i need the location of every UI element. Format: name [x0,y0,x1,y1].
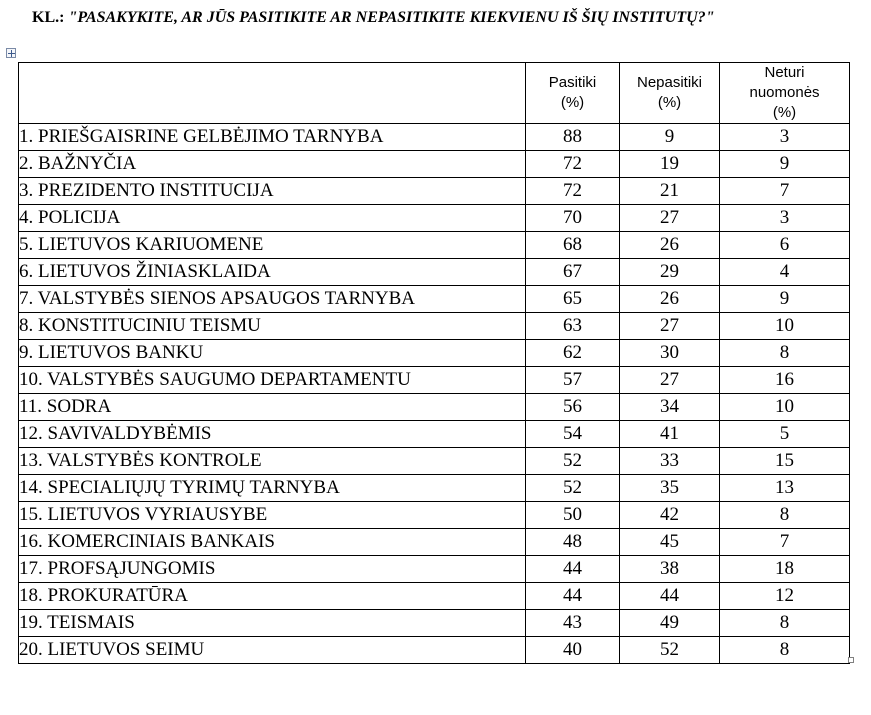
header-no-opinion [720,63,850,124]
institution-name: 6. LIETUVOS ŽINIASKLAIDA [19,259,526,286]
trust-percent: 52 [526,448,620,475]
distrust-percent: 35 [620,475,720,502]
table-move-handle-icon[interactable] [6,48,16,58]
table-row [19,502,850,529]
header-distrust-label: Nepasitiki (%) [636,74,703,111]
institution-name: 7. VALSTYBĖS SIENOS APSAUGOS TARNYBA [19,286,526,313]
table-row [19,529,850,556]
no-opinion-percent: 7 [720,178,850,205]
distrust-percent: 42 [620,502,720,529]
institution-name: 12. SAVIVALDYBĖMIS [19,421,526,448]
trust-percent: 65 [526,286,620,313]
distrust-percent: 21 [620,178,720,205]
table-row [19,151,850,178]
no-opinion-percent: 3 [720,205,850,232]
distrust-percent: 27 [620,313,720,340]
distrust-percent: 19 [620,151,720,178]
table-body [19,124,850,664]
institution-name: 17. PROFSĄJUNGOMIS [19,556,526,583]
institution-name: 11. SODRA [19,394,526,421]
table-row [19,286,850,313]
no-opinion-percent: 18 [720,556,850,583]
table-row [19,583,850,610]
table-row [19,421,850,448]
distrust-percent: 29 [620,259,720,286]
no-opinion-percent: 4 [720,259,850,286]
no-opinion-percent: 6 [720,232,850,259]
table-row [19,475,850,502]
distrust-percent: 49 [620,610,720,637]
distrust-percent: 26 [620,232,720,259]
distrust-percent: 30 [620,340,720,367]
question-prefix: KL.: [32,9,65,26]
distrust-percent: 44 [620,583,720,610]
no-opinion-percent: 9 [720,286,850,313]
institution-name: 3. PREZIDENTO INSTITUCIJA [19,178,526,205]
institution-name: 2. BAŽNYČIA [19,151,526,178]
no-opinion-percent: 13 [720,475,850,502]
distrust-percent: 38 [620,556,720,583]
distrust-percent: 34 [620,394,720,421]
institution-name: 15. LIETUVOS VYRIAUSYBE [19,502,526,529]
institution-name: 1. PRIEŠGAISRINE GELBĖJIMO TARNYBA [19,124,526,151]
table-row [19,178,850,205]
no-opinion-percent: 10 [720,394,850,421]
no-opinion-percent: 8 [720,502,850,529]
table-resize-handle[interactable] [848,657,854,663]
distrust-percent: 9 [620,124,720,151]
trust-percent: 56 [526,394,620,421]
no-opinion-percent: 8 [720,637,850,664]
no-opinion-percent: 5 [720,421,850,448]
distrust-percent: 52 [620,637,720,664]
table-header-row [19,63,850,124]
header-trust-label: Pasitiki (%) [548,74,597,111]
trust-percent: 44 [526,556,620,583]
trust-percent: 44 [526,583,620,610]
institution-name: 16. KOMERCINIAIS BANKAIS [19,529,526,556]
trust-percent: 54 [526,421,620,448]
table-row [19,313,850,340]
table-row [19,610,850,637]
no-opinion-percent: 8 [720,610,850,637]
institution-name: 13. VALSTYBĖS KONTROLE [19,448,526,475]
trust-percent: 63 [526,313,620,340]
trust-percent: 72 [526,178,620,205]
table-row [19,205,850,232]
no-opinion-percent: 10 [720,313,850,340]
trust-percent: 50 [526,502,620,529]
trust-percent: 52 [526,475,620,502]
institution-name: 9. LIETUVOS BANKU [19,340,526,367]
institution-name: 5. LIETUVOS KARIUOMENE [19,232,526,259]
trust-percent: 48 [526,529,620,556]
table-row [19,637,850,664]
no-opinion-percent: 12 [720,583,850,610]
table-row [19,448,850,475]
trust-percent: 88 [526,124,620,151]
no-opinion-percent: 15 [720,448,850,475]
institution-name: 4. POLICIJA [19,205,526,232]
table-row [19,124,850,151]
institution-name: 10. VALSTYBĖS SAUGUMO DEPARTAMENTU [19,367,526,394]
institution-name: 14. SPECIALIŲJŲ TYRIMŲ TARNYBA [19,475,526,502]
trust-percent: 57 [526,367,620,394]
header-trust [526,63,620,124]
trust-percent: 68 [526,232,620,259]
question-text: "PASAKYKITE, AR JŪS PASITIKITE AR NEPASITIKITE KIEKVIENU IŠ ŠIŲ INSTITUTŲ?" [68,9,715,26]
table-row [19,367,850,394]
no-opinion-percent: 8 [720,340,850,367]
institution-name: 18. PROKURATŪRA [19,583,526,610]
no-opinion-percent: 16 [720,367,850,394]
distrust-percent: 45 [620,529,720,556]
header-no-opinion-label: Neturi nuomonės (%) [749,64,820,121]
header-distrust [620,63,720,124]
distrust-percent: 41 [620,421,720,448]
trust-percent: 62 [526,340,620,367]
institution-name: 19. TEISMAIS [19,610,526,637]
trust-percent: 67 [526,259,620,286]
trust-percent: 70 [526,205,620,232]
trust-percent: 40 [526,637,620,664]
no-opinion-percent: 9 [720,151,850,178]
question-title [32,9,715,27]
table-row [19,340,850,367]
distrust-percent: 27 [620,205,720,232]
table-row [19,556,850,583]
no-opinion-percent: 7 [720,529,850,556]
institution-name: 8. KONSTITUCINIU TEISMU [19,313,526,340]
trust-percent: 72 [526,151,620,178]
table-row [19,394,850,421]
table-row [19,232,850,259]
institution-name: 20. LIETUVOS SEIMU [19,637,526,664]
no-opinion-percent: 3 [720,124,850,151]
header-institution [19,63,526,124]
distrust-percent: 26 [620,286,720,313]
table-row [19,259,850,286]
trust-percent: 43 [526,610,620,637]
distrust-percent: 33 [620,448,720,475]
institution-trust-table [18,62,850,664]
distrust-percent: 27 [620,367,720,394]
